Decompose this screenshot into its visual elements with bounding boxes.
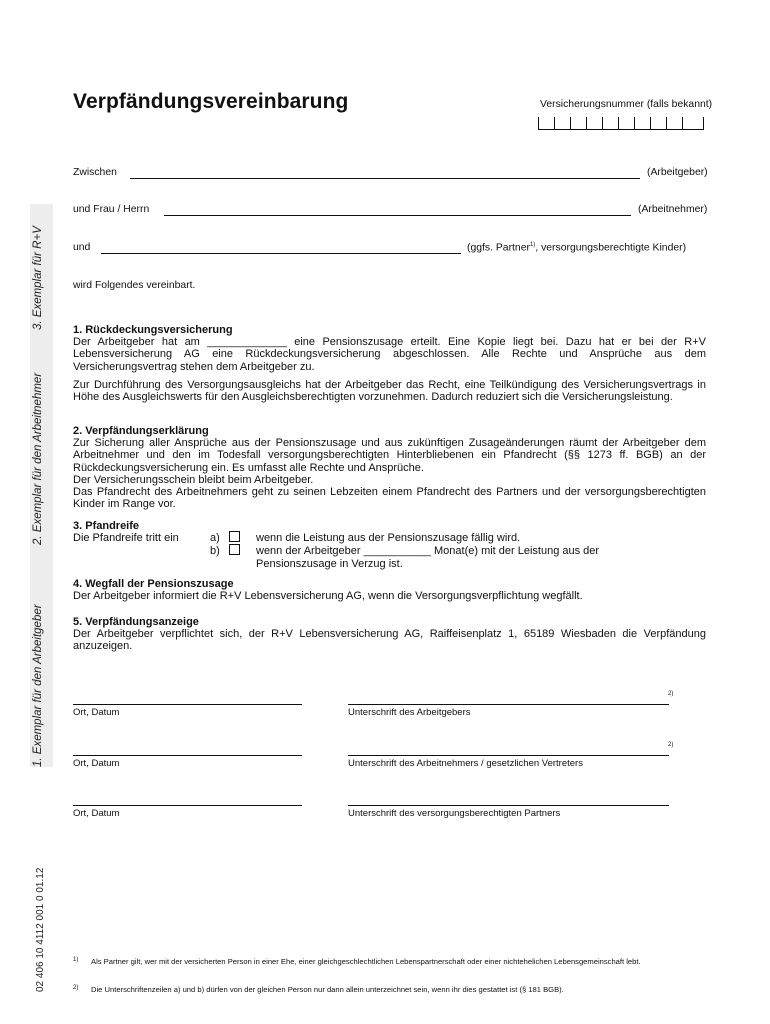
copy-label-employee: 2. Exemplar für den Arbeitnehmer xyxy=(32,372,44,545)
employee-row xyxy=(73,204,149,218)
employer-signature-line[interactable] xyxy=(348,704,669,705)
section-3 xyxy=(73,520,706,532)
partner-label: und xyxy=(73,242,91,253)
footnote-2: 2) Die Unterschriftenzeilen a) und b) dürfen von der gleichen Person nur dann allein unterzeichnet sein, wenn ihr dies gestattet ist (§ 181 BGB). xyxy=(73,985,564,994)
section-3-heading: 3. Pfandreife xyxy=(73,520,140,532)
section-4 xyxy=(73,578,706,602)
option-a-checkbox[interactable] xyxy=(229,531,240,542)
section-2-paragraph-3: Das Pfandrecht des Arbeitnehmers geht zu seinen Lebzeiten einem Pfandrecht des Partners und der versorgungsberechtigten Kinder im Range vor. xyxy=(73,486,706,511)
copy-label-rv: 3. Exemplar für R+V xyxy=(32,226,44,330)
page-title: Verpfändungsvereinbarung xyxy=(73,90,349,113)
section-5-paragraph: Der Arbeitgeber verpflichtet sich, der R+V Lebensversicherung AG, Raiffeisenplatz 1, 65189 Wiesbaden die Verpfändung anzuzeigen. xyxy=(73,628,706,653)
section-1-paragraph-1: Der Arbeitgeber hat am _____________ eine Pensionszusage erteilt. Eine Kopie liegt bei. Dazu hat er bei der R+V Lebensversicherung AG eine Rückdeckungsversicherung abgeschlossen. Alle Rechte und Ansprüche aus dem Versicherungsvertrag stehen dem Arbeitgeber zu. xyxy=(73,336,706,373)
pension-date-field[interactable]: _____________ xyxy=(207,336,287,349)
section-4-heading: 4. Wegfall der Pensionszusage xyxy=(73,578,234,590)
option-b-checkbox[interactable] xyxy=(229,544,240,555)
place-date-line-2[interactable] xyxy=(73,755,302,756)
section-4-paragraph: Der Arbeitgeber informiert die R+V Lebensversicherung AG, wenn die Versorgungsverpflichtung wegfällt. xyxy=(73,590,583,603)
employee-signature-label: Unterschrift des Arbeitnehmers / gesetzlichen Vertreters xyxy=(348,758,583,769)
insurance-number-field[interactable] xyxy=(538,117,704,130)
insurance-number-label: Versicherungsnummer (falls bekannt) xyxy=(540,99,713,110)
option-b-label: b) xyxy=(210,545,220,557)
section-2-paragraph-1: Zur Sicherung aller Ansprüche aus der Pensionszusage und aus zukünftigen Zusageänderungen räumt der Arbeitgeber dem Arbeitnehmer und den im Todesfall versorgungsberechtigten Hinterbliebenen ein Pfandrecht (§§ 1273 ff. BGB) an der Rückdeckungsversicherung ein. Es umfasst alle Rechte und Ansprüche. xyxy=(73,437,706,474)
option-b-text: wenn der Arbeitgeber ___________ Monat(e) mit der Leistung aus der xyxy=(256,545,600,557)
delay-months-field[interactable]: ___________ xyxy=(363,545,431,557)
partner-field[interactable] xyxy=(101,241,461,254)
section-2 xyxy=(73,425,706,510)
employee-signature-line[interactable] xyxy=(348,755,669,756)
section-1-paragraph-2: Zur Durchführung des Versorgungsausgleichs hat der Arbeitgeber das Recht, eine Teilkündigung des Versicherungsvertrags in Höhe des Ausgleichswerts für den Ausgleichsberechtigten vorzunehmen. Dadurch reduziert sich die Versicherungsleistung. xyxy=(73,378,706,404)
employee-suffix: (Arbeitnehmer) xyxy=(638,204,708,215)
option-a-label: a) xyxy=(210,532,220,544)
section-1 xyxy=(73,324,706,403)
partner-signature-label: Unterschrift des versorgungsberechtigten Partners xyxy=(348,808,561,819)
section-2-heading: 2. Verpfändungserklärung xyxy=(73,425,209,437)
footnote-ref-2a: 2) xyxy=(668,691,674,697)
option-b-text-2: Pensionszusage in Verzug ist. xyxy=(256,558,403,570)
section-1-heading: 1. Rückdeckungsversicherung xyxy=(73,324,233,336)
form-code: 02 406 10 4112 001 0 01.12 xyxy=(35,867,46,992)
employer-label: Zwischen xyxy=(73,167,117,178)
place-date-label-1: Ort, Datum xyxy=(73,707,120,718)
option-a-text: wenn die Leistung aus der Pensionszusage fällig wird. xyxy=(256,532,521,544)
section-2-paragraph-2: Der Versicherungsschein bleibt beim Arbeitgeber. xyxy=(73,473,314,486)
footnote-ref-2b: 2) xyxy=(668,742,674,748)
place-date-label-2: Ort, Datum xyxy=(73,758,120,769)
partner-row xyxy=(73,242,90,256)
section-5-heading: 5. Verpfändungsanzeige xyxy=(73,616,199,628)
partner-signature-line[interactable] xyxy=(348,805,669,806)
employee-field[interactable] xyxy=(164,203,631,216)
employer-suffix: (Arbeitgeber) xyxy=(647,167,708,178)
employee-label: und Frau / Herrn xyxy=(73,204,150,215)
place-date-label-3: Ort, Datum xyxy=(73,808,120,819)
footnote-1: 1) Als Partner gilt, wer mit der versicherten Person in einer Ehe, einer gleichgeschlechtlichen Lebenspartnerschaft oder einer nichtehelichen Lebensgemeinschaft lebt. xyxy=(73,957,641,966)
copy-label-employer: 1. Exemplar für den Arbeitgeber xyxy=(32,604,44,767)
place-date-line-3[interactable] xyxy=(73,805,302,806)
employer-signature-label: Unterschrift des Arbeitgebers xyxy=(348,707,471,718)
section-3-lead: Die Pfandreife tritt ein xyxy=(73,532,179,544)
employer-field[interactable] xyxy=(130,166,640,179)
partner-suffix: (ggfs. Partner$^{1)}$, versorgungsberechtigte Kinder) xyxy=(467,242,687,254)
intro-text: wird Folgendes vereinbart. xyxy=(73,280,196,291)
place-date-line-1[interactable] xyxy=(73,704,302,705)
section-5 xyxy=(73,616,706,653)
